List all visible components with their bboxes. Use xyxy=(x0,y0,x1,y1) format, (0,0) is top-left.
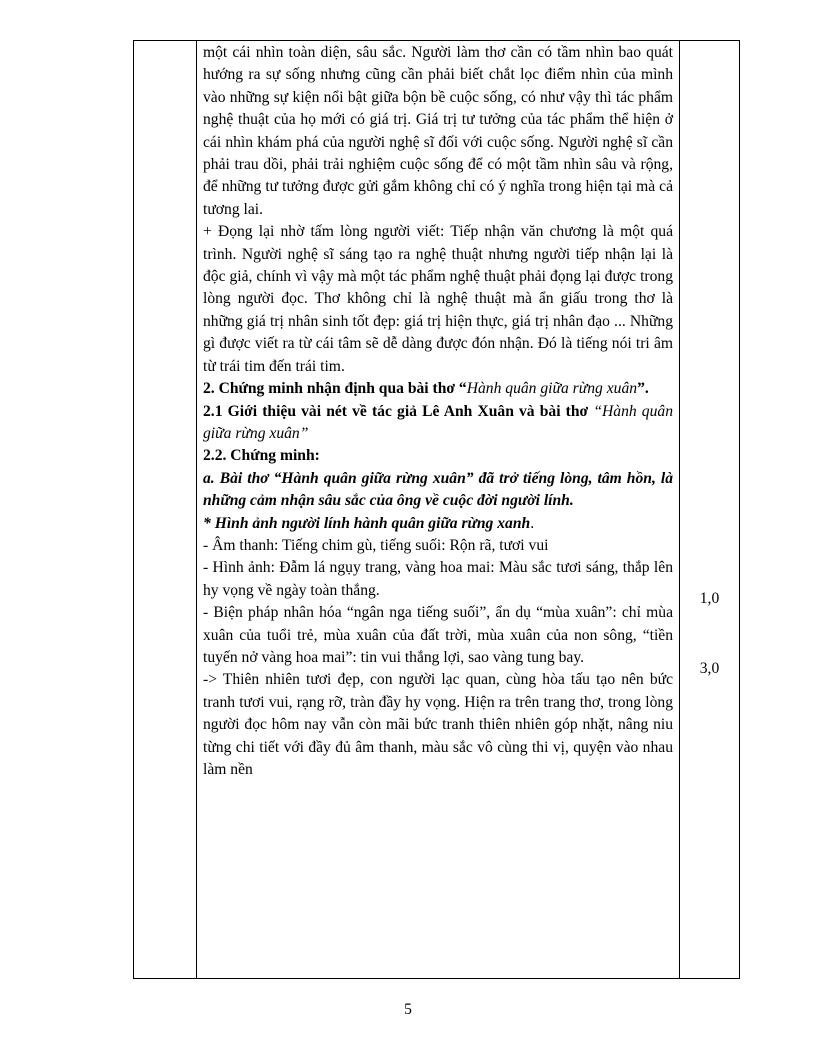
point-star-text: * Hình ảnh người lính hành quân giữa rừng xanh xyxy=(203,514,531,532)
number-column-cell xyxy=(134,41,197,979)
heading-2-poem-title: Hành quân giữa rừng xuân xyxy=(466,380,638,398)
list-item: -> Thiên nhiên tươi đẹp, con người lạc quan, cùng hòa tấu tạo nên bức tranh tươi vui, rạng rỡ, tràn đầy hy vọng. Hiện ra trên trang thơ, trong lòng người đọc hôm nay vẫn còn mãi bức tranh thiên nhiên góp nhặt, nâng niu từng chi tiết với đầy đủ âm thanh, màu sắc vô cùng thi vị, quyện vào nhau làm nền xyxy=(203,671,673,778)
heading-2-2: 2.2. Chứng minh: xyxy=(203,447,320,465)
score-column-cell xyxy=(680,41,740,979)
heading-2-1 xyxy=(203,401,673,446)
score-point-a: 1,0 xyxy=(699,590,720,607)
table-row xyxy=(134,41,740,979)
paragraph: + Đọng lại nhờ tấm lòng người viết: Tiếp nhận văn chương là một quá trình. Người nghệ sĩ sáng tạo ra nghệ thuật nhưng người tiếp nhận lại là độc giả, chính vì vậy mà một tác phẩm nghệ thuật phải đọng lại được trong lòng người đọc. Thơ không chỉ là nghệ thuật mà ẩn giấu trong thơ là những giá trị nhân sinh tốt đẹp: giá trị hiện thực, giá trị nhân đạo ... Những gì được viết ra từ cái tâm sẽ dễ dàng được đón nhận. Đó là tiếng nói tri âm từ trái tim đến trái tim. xyxy=(203,223,673,375)
point-star-end: . xyxy=(530,514,535,532)
point-star xyxy=(203,513,673,535)
heading-2 xyxy=(203,378,673,400)
point-a: a. Bài thơ “Hành quân giữa rừng xuân” đã trở tiếng lòng, tâm hồn, là những cảm nhận sâu sắc của ông về cuộc đời người lính. xyxy=(203,469,673,510)
heading-2-1-poem-title: “Hành quân giữa rừng xuân” xyxy=(203,402,673,442)
heading-2-1-text: 2.1 Giới thiệu vài nét về tác giả Lê Anh Xuân và bài thơ xyxy=(203,402,589,420)
score-container xyxy=(680,41,739,978)
list-item: - Hình ảnh: Đẫm lá ngụy trang, vàng hoa mai: Màu sắc tươi sáng, thắp lên hy vọng về ngày toàn thắng. xyxy=(203,559,673,599)
answer-table xyxy=(133,40,740,979)
page-number: 5 xyxy=(404,1001,412,1018)
list-item: - Âm thanh: Tiếng chim gù, tiếng suối: Rộn rã, tươi vui xyxy=(203,536,549,554)
heading-2-prefix: 2. Chứng minh nhận định qua bài thơ “ xyxy=(203,380,467,398)
score-point-star: 3,0 xyxy=(699,660,720,677)
content-text xyxy=(197,41,679,781)
list-item: - Biện pháp nhân hóa “ngân nga tiếng suối”, ẩn dụ “mùa xuân”: chỉ mùa xuân của tuổi trẻ, mùa xuân của đất trời, mùa xuân của non sông, “tiền tuyến nở vàng hoa mai”: tin vui thắng lợi, sao vàng tung bay. xyxy=(203,604,673,666)
content-column-cell xyxy=(197,41,680,979)
heading-2-suffix: ”. xyxy=(637,380,649,398)
paragraph: một cái nhìn toàn diện, sâu sắc. Người làm thơ cần có tầm nhìn bao quát hướng ra sự sống nhưng cũng cần phải biết chắt lọc điểm nhìn của mình vào những sự kiện nổi bật giữa bộn bề cuộc sống, có như vậy thì tác phẩm nghệ thuật của họ mới có giá trị. Giá trị tư tưởng của tác phẩm thể hiện ở cái nhìn khám phá của người nghệ sĩ đối với cuộc sống. Người nghệ sĩ cần phải trau dồi, phải trải nghiệm cuộc sống để có một tầm nhìn sâu và rộng, để những tư tưởng được gửi gắm không chỉ có ý nghĩa trong hiện tại mà cả tương lai. xyxy=(203,44,673,218)
